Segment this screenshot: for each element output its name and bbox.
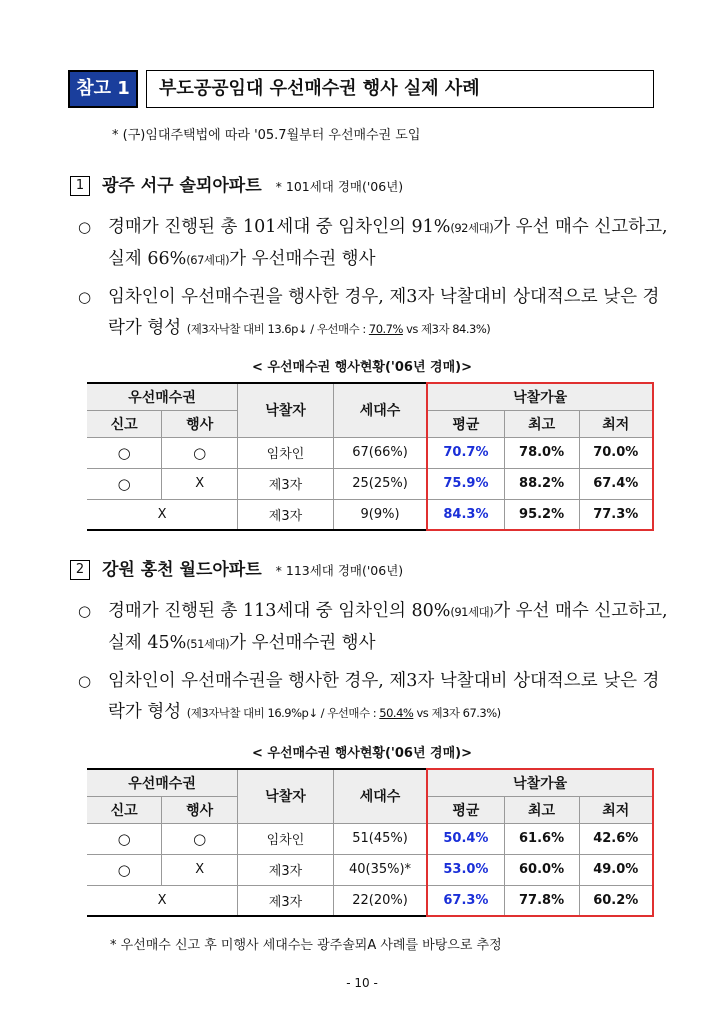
underlined-rate: 50.4% — [379, 706, 414, 720]
header-exercise: 행사 — [162, 410, 238, 437]
header-household-count: 세대수 — [333, 769, 427, 823]
bullet-small-text: vs 제3자 67.3%) — [413, 706, 501, 720]
cell-max: 78.0% — [504, 437, 579, 468]
cell-exercise: ○ — [162, 437, 238, 468]
cell-max: 88.2% — [504, 468, 579, 499]
header-exercise: 행사 — [162, 796, 238, 823]
section-1-note: * 101세대 경매('06년) — [275, 179, 404, 194]
bullet-text: 임차인이 우선매수권을 행사한 경우, 제3자 낙찰대비 상대적으로 낮은 경락가 형성 — [108, 287, 660, 338]
cell-winner: 제3자 — [238, 854, 334, 885]
cell-average: 67.3% — [427, 885, 504, 916]
section-1-bullet-1 — [78, 212, 668, 276]
footnote: * 우선매수 신고 후 미행사 세대수는 광주솔뫼A 사례를 바탕으로 추정 — [110, 938, 502, 953]
cell-average: 75.9% — [427, 468, 504, 499]
bullet-text: 경매가 진행된 총 113세대 중 임차인의 80% — [108, 601, 451, 621]
doc-title: 부도공공임대 우선매수권 행사 실제 사례 — [146, 70, 654, 108]
section-1-number: 1 — [70, 176, 90, 196]
header-bid-rate: 낙찰가율 — [427, 769, 653, 796]
header-max: 최고 — [504, 410, 579, 437]
section-1-bullet-2 — [78, 282, 668, 345]
bullet-text: 임차인이 우선매수권을 행사한 경우, 제3자 낙찰대비 상대적으로 낮은 경락가 형성 — [108, 671, 660, 722]
header-winner: 낙찰자 — [238, 769, 334, 823]
cell-max: 95.2% — [504, 499, 579, 530]
section-1-heading — [70, 174, 403, 198]
bullet-text: 가 우선 매수 신고하고, 실제 45% — [108, 601, 668, 653]
cell-min: 42.6% — [579, 823, 653, 854]
table-row — [87, 499, 653, 530]
cell-min: 49.0% — [579, 854, 653, 885]
section-2-bullet-1 — [78, 596, 668, 660]
bullet-small-text: (67세대) — [186, 253, 230, 267]
cell-report: ○ — [87, 823, 162, 854]
table-2 — [87, 768, 654, 917]
cell-average: 84.3% — [427, 499, 504, 530]
cell-average: 70.7% — [427, 437, 504, 468]
header-average: 평균 — [427, 796, 504, 823]
cell-winner: 제3자 — [238, 885, 334, 916]
table-row — [87, 468, 653, 499]
table-2-caption: < 우선매수권 행사현황('06년 경매)> — [251, 746, 472, 761]
header-preemptive-right: 우선매수권 — [87, 383, 238, 410]
bullet-text: 가 우선매수권 행사 — [229, 249, 376, 269]
cell-min: 70.0% — [579, 437, 653, 468]
table-1-caption: < 우선매수권 행사현황('06년 경매)> — [251, 360, 472, 375]
header-max: 최고 — [504, 796, 579, 823]
table-row — [87, 823, 653, 854]
section-2-number: 2 — [70, 560, 90, 580]
bullet-small-text: (제3자낙찰 대비 13.6p↓ / 우선매수 : — [186, 322, 369, 336]
header-winner: 낙찰자 — [238, 383, 334, 437]
header-average: 평균 — [427, 410, 504, 437]
section-2-note: * 113세대 경매('06년) — [275, 563, 404, 578]
bullet-mark: ○ — [78, 218, 92, 236]
bullet-small-text: vs 제3자 84.3%) — [402, 322, 491, 336]
cell-winner: 제3자 — [238, 499, 334, 530]
cell-report: ○ — [87, 854, 162, 885]
bullet-small-text: (91세대) — [450, 605, 494, 619]
bullet-text: 가 우선 매수 신고하고, 실제 66% — [108, 217, 668, 269]
cell-count: 22(20%) — [333, 885, 427, 916]
bullet-text: 가 우선매수권 행사 — [229, 633, 376, 653]
cell-winner: 임차인 — [238, 437, 334, 468]
cell-count: 40(35%)* — [333, 854, 427, 885]
cell-count: 51(45%) — [333, 823, 427, 854]
table-row — [87, 437, 653, 468]
cell-min: 77.3% — [579, 499, 653, 530]
header-min: 최저 — [579, 796, 653, 823]
cell-max: 77.8% — [504, 885, 579, 916]
cell-report-merged: X — [87, 499, 238, 530]
header-min: 최저 — [579, 410, 653, 437]
cell-min: 67.4% — [579, 468, 653, 499]
header-report: 신고 — [87, 410, 162, 437]
cell-average: 50.4% — [427, 823, 504, 854]
cell-winner: 임차인 — [238, 823, 334, 854]
bullet-mark: ○ — [78, 602, 92, 620]
cell-count: 67(66%) — [333, 437, 427, 468]
bullet-text: 경매가 진행된 총 101세대 중 임차인의 91% — [108, 217, 451, 237]
header-bid-rate: 낙찰가율 — [427, 383, 653, 410]
cell-report: ○ — [87, 437, 162, 468]
page-number: - 10 - — [346, 976, 378, 990]
cell-exercise: X — [162, 468, 238, 499]
cell-report-merged: X — [87, 885, 238, 916]
cell-winner: 제3자 — [238, 468, 334, 499]
bullet-small-text: (92세대) — [450, 221, 494, 235]
bullet-mark: ○ — [78, 288, 92, 306]
cell-count: 25(25%) — [333, 468, 427, 499]
intro-note: * (구)임대주택법에 따라 '05.7월부터 우선매수권 도입 — [112, 128, 421, 143]
header-report: 신고 — [87, 796, 162, 823]
reference-badge: 참고 1 — [68, 70, 138, 108]
doc-header — [68, 70, 654, 108]
underlined-rate: 70.7% — [368, 322, 403, 336]
table-1 — [87, 382, 654, 531]
bullet-small-text: (51세대) — [186, 637, 230, 651]
bullet-mark: ○ — [78, 672, 92, 690]
header-household-count: 세대수 — [333, 383, 427, 437]
table-row — [87, 885, 653, 916]
section-2-bullet-2 — [78, 666, 668, 729]
cell-max: 61.6% — [504, 823, 579, 854]
header-preemptive-right: 우선매수권 — [87, 769, 238, 796]
cell-exercise: ○ — [162, 823, 238, 854]
table-row — [87, 854, 653, 885]
bullet-small-text: (제3자낙찰 대비 16.9%p↓ / 우선매수 : — [186, 706, 380, 720]
cell-count: 9(9%) — [333, 499, 427, 530]
cell-report: ○ — [87, 468, 162, 499]
section-2-heading — [70, 558, 403, 582]
cell-exercise: X — [162, 854, 238, 885]
cell-average: 53.0% — [427, 854, 504, 885]
section-1-title: 광주 서구 솔뫼아파트 — [102, 176, 262, 196]
cell-max: 60.0% — [504, 854, 579, 885]
cell-min: 60.2% — [579, 885, 653, 916]
section-2-title: 강원 홍천 월드아파트 — [102, 560, 262, 580]
